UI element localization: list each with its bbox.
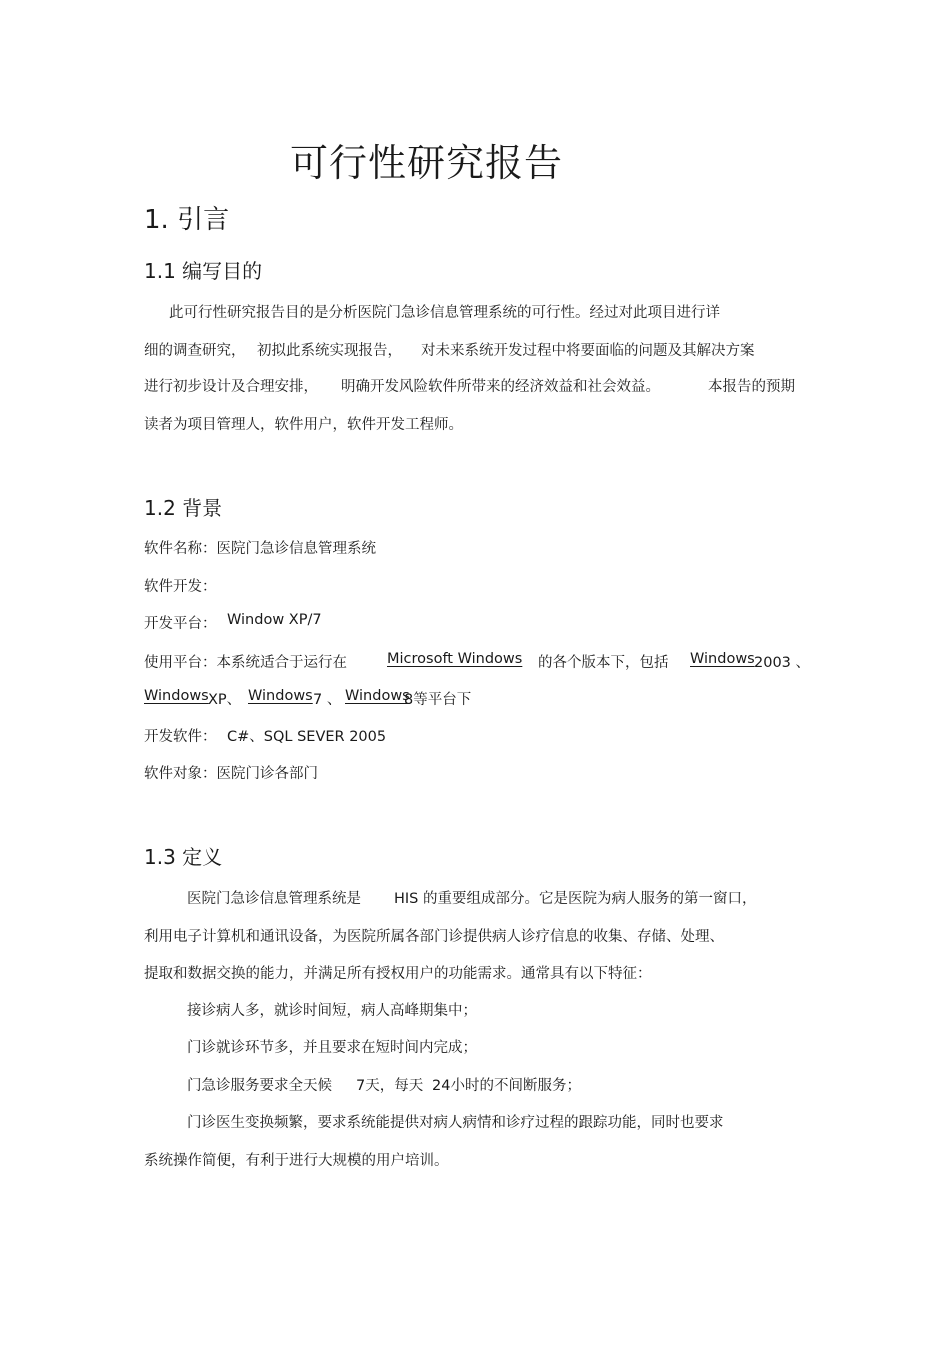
- software-target: 软件对象：医院门诊各部门: [144, 766, 318, 782]
- use-platform-label: 使用平台：本系统适合于运行在: [144, 655, 347, 671]
- purpose-line-3a: 进行初步设计及合理安排，: [144, 379, 318, 395]
- purpose-line-3c: 本报告的预期: [708, 379, 795, 395]
- purpose-line-2c: 对未来系统开发过程中将要面临的问题及其解决方案: [421, 343, 755, 359]
- purpose-line-1: 此可行性研究报告目的是分析医院门急诊信息管理系统的可行性。经过对此项目进行详: [169, 305, 720, 321]
- definition-line-3: 提取和数据交换的能力，并满足所有授权用户的功能需求。通常具有以下特征：: [144, 966, 652, 982]
- heading-background: 1.2 背景: [144, 496, 223, 520]
- use-platform-mid: 的各个版本下，包括: [538, 655, 669, 671]
- link-microsoft-windows[interactable]: Microsoft Windows: [387, 651, 523, 667]
- purpose-line-2b: 初拟此系统实现报告，: [257, 343, 402, 359]
- purpose-line-2a: 细的调查研究，: [144, 343, 246, 359]
- heading-definition: 1.3 定义: [144, 845, 223, 869]
- feature-3b: 7天，每天: [356, 1078, 424, 1094]
- feature-4-continued: 系统操作简便，有利于进行大规模的用户培训。: [144, 1153, 449, 1169]
- definition-line-2: 利用电子计算机和通讯设备，为医院所属各部门诊提供病人诊疗信息的收集、存储、处理、: [144, 929, 724, 945]
- dev-software-label: 开发软件：: [144, 729, 217, 745]
- software-name: 软件名称：医院门急诊信息管理系统: [144, 541, 376, 557]
- definition-line-1b: HIS 的重要组成部分。它是医院为病人服务的第一窗口，: [394, 891, 757, 907]
- dev-software-value: C#、SQL SEVER 2005: [227, 729, 387, 745]
- section-heading-intro: 1. 引言: [144, 205, 230, 235]
- document-title: 可行性研究报告: [290, 141, 564, 185]
- link-windows-7[interactable]: Windows: [248, 688, 313, 704]
- windows-2003-text: 2003 、: [754, 655, 811, 671]
- purpose-line-4: 读者为项目管理人，软件用户，软件开发工程师。: [144, 417, 463, 433]
- windows-7-text: 7 、: [313, 692, 342, 708]
- windows-8-text: 8等平台下: [404, 692, 472, 708]
- dev-platform-value: Window XP/7: [227, 612, 322, 628]
- windows-xp-text: XP、: [208, 692, 242, 708]
- purpose-line-3b: 明确开发风险软件所带来的经济效益和社会效益。: [341, 379, 660, 395]
- heading-purpose: 1.1 编写目的: [144, 259, 263, 283]
- link-windows-xp[interactable]: Windows: [144, 688, 209, 704]
- software-developer: 软件开发：: [144, 579, 217, 595]
- feature-3c: 24小时的不间断服务；: [432, 1078, 581, 1094]
- definition-line-1a: 医院门急诊信息管理系统是: [187, 891, 361, 907]
- link-windows-2003[interactable]: Windows: [690, 651, 755, 667]
- dev-platform-label: 开发平台：: [144, 616, 217, 632]
- feature-2: 门诊就诊环节多，并且要求在短时间内完成；: [187, 1040, 477, 1056]
- link-windows-8[interactable]: Windows: [345, 688, 410, 704]
- feature-4: 门诊医生变换频繁，要求系统能提供对病人病情和诊疗过程的跟踪功能，同时也要求: [187, 1115, 724, 1131]
- feature-3a: 门急诊服务要求全天候: [187, 1078, 332, 1094]
- feature-1: 接诊病人多，就诊时间短，病人高峰期集中；: [187, 1003, 477, 1019]
